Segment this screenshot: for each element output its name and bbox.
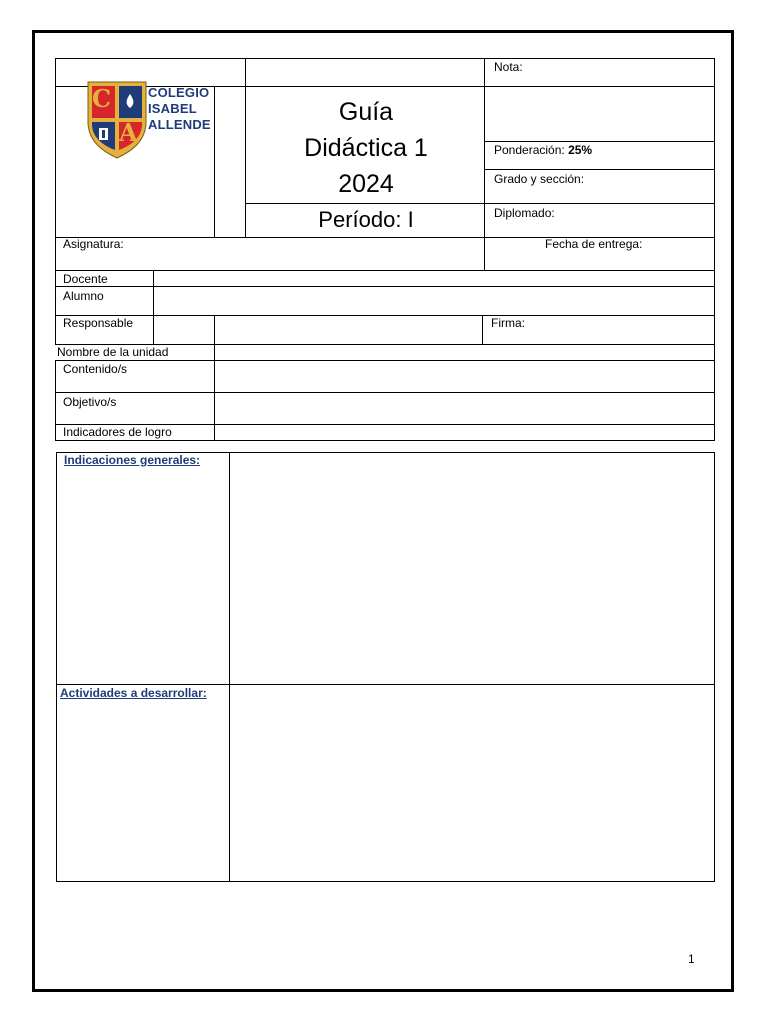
logo-line-2: ISABEL <box>148 101 197 116</box>
alumno-label: Alumno <box>63 289 104 303</box>
shield-letter-a: A <box>119 118 138 147</box>
ponderacion-label: Ponderación: <box>494 143 565 157</box>
actividades-label: Actividades a desarrollar: <box>60 686 207 700</box>
diplomado-label: Diplomado: <box>494 206 555 220</box>
title-line-3: 2024 <box>338 170 394 198</box>
shield-letter-c: C <box>92 84 112 113</box>
firma-label: Firma: <box>491 316 525 330</box>
grado-label: Grado y sección: <box>494 172 585 186</box>
nombre-unidad-label: Nombre de la unidad <box>57 345 169 359</box>
indicadores-label: Indicadores de logro <box>63 425 172 439</box>
contenido-label: Contenido/s <box>63 362 128 376</box>
objetivo-label: Objetivo/s <box>63 395 117 409</box>
docente-label: Docente <box>63 272 108 286</box>
asignatura-label: Asignatura: <box>63 237 124 251</box>
ponderacion-row <box>494 143 592 157</box>
page-number: 1 <box>688 952 695 966</box>
ponderacion-value: 25% <box>568 143 593 157</box>
logo-line-3: ALLENDE <box>148 117 211 132</box>
nota-label: Nota: <box>494 60 523 74</box>
fecha-entrega-label: Fecha de entrega: <box>545 237 643 251</box>
responsable-label: Responsable <box>63 316 134 330</box>
indicaciones-generales-label: Indicaciones generales: <box>64 453 201 467</box>
title-line-1: Guía <box>338 98 394 126</box>
logo-line-1: COLEGIO <box>148 85 210 100</box>
periodo-label: Período: I <box>318 207 414 232</box>
title-line-2: Didáctica 1 <box>304 134 428 162</box>
logo-wordmark <box>148 85 211 133</box>
